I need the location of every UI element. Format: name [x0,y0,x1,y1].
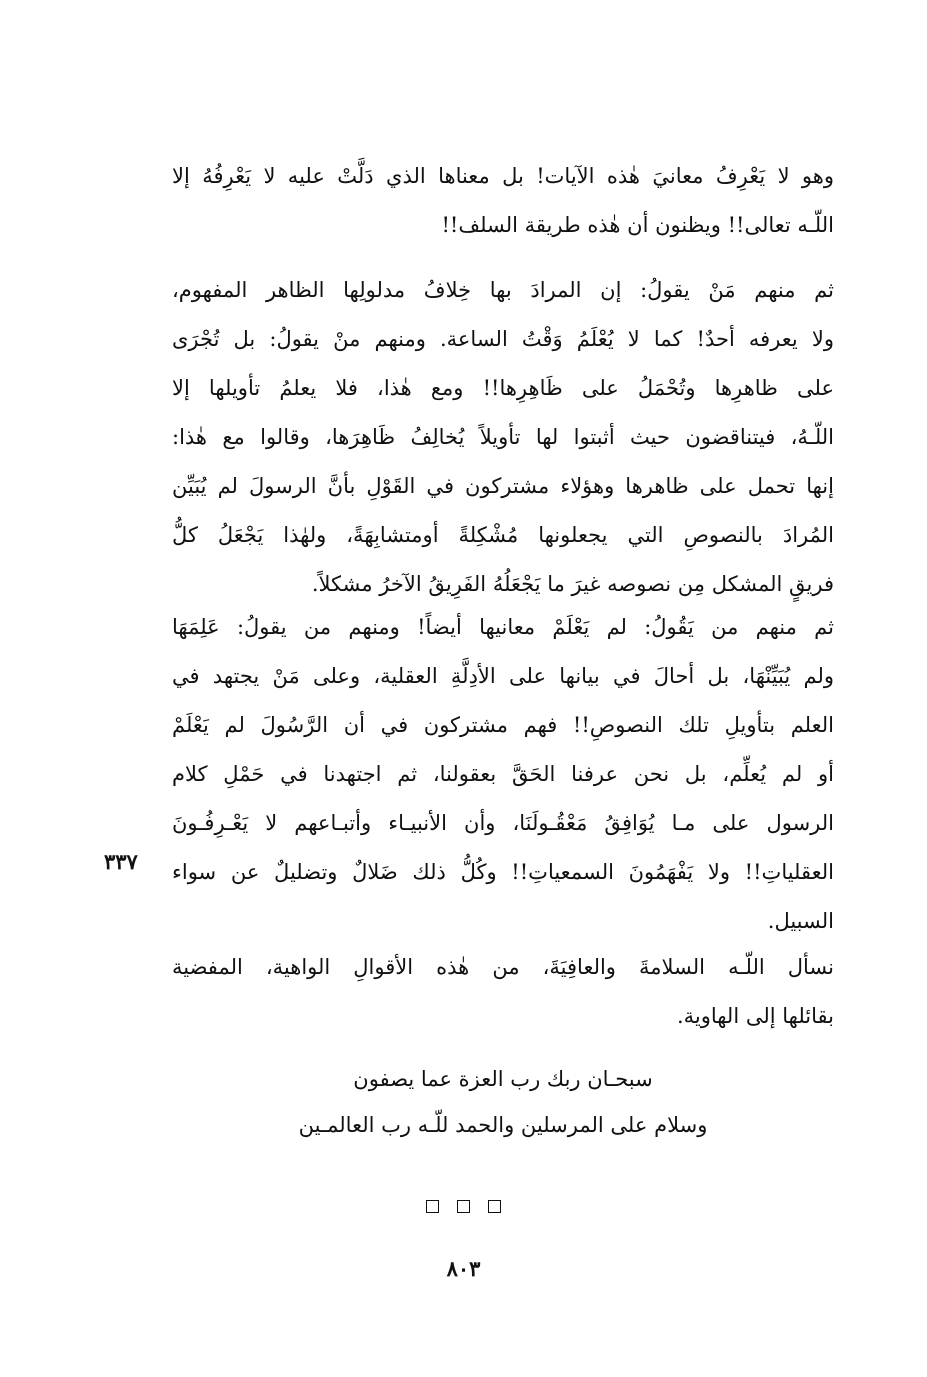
separator-square-icon [457,1200,470,1213]
text-line: العقلياتِ!! ولا يَفْهَمُونَ السمعياتِ!! وكُلُّ ذلك ضَلالٌ وتضليلٌ عن سواء [172,860,834,884]
text-line: فريقٍ المشكل مِن نصوصه غيرَ ما يَجْعَلُهُ الفَرِيقُ الآخرُ مشكلاً. [311,572,834,596]
text-line: ثم منهم مَنْ يقولُ: إن المرادَ بها خِلافُ مدلولِها الظاهر المفهوم، [172,278,834,302]
text-line: نسأل اللّـه السلامةَ والعافِيَةَ، من هٰذه الأقوالِ الواهية، المفضية [172,955,834,979]
text-line: المُرادَ بالنصوصِ التي يجعلونها مُشْكِلةً أومتشابِهَةً، ولهٰذا يَجْعَلُ كلُّ [172,523,834,547]
text-line: ثم منهم من يَقُولُ: لم يَعْلَمْ معانيها أيضاً! ومنهم من يقولُ: عَلِمَهَا [172,615,834,639]
closing-verse-line-2: وسلام على المرسلين والحمد للّـه رب العالمـين [298,1113,708,1137]
section-separator [0,1200,927,1213]
text-line: بقائلها إلى الهاوية. [676,1004,834,1028]
paragraph-2 [172,266,834,609]
text-line: اللّـهُ، فيتناقضون حيث أثبتوا لها تأويلاً يُخالِفُ ظَاهِرَها، وقالوا مع هٰذا: [172,425,834,449]
text-line: إنها تحمل على ظاهرها وهؤلاء مشتركون في القَوْلِ بأنَّ الرسولَ لم يُبَيِّن [172,474,834,498]
separator-square-icon [488,1200,501,1213]
paragraph-4 [172,943,834,1041]
closing-verse-line-1: سبحـان ربك رب العزة عما يصفون [353,1067,653,1091]
text-line: على ظاهرِها وتُحْمَلُ على ظَاهِرِها!! ومع هٰذا، فلا يعلمُ تأويلها إلا [172,376,834,400]
page-number: ٨٠٣ [446,1256,481,1281]
text-line: ولم يُبَيِّنْهَا، بل أحالَ في بيانها على الأدِلَّةِ العقلية، وعلى مَنْ يجتهد في [172,664,834,688]
paragraph-1 [172,152,834,250]
text-line: اللّـه تعالى!! ويظنون أن هٰذه طريقة السلف!! [441,213,834,237]
text-line: الرسول على مـا يُوَافِقُ مَعْقُـولَنَا، وأن الأنبيـاء وأتبـاعهم لا يَعْـرِفُـونَ [172,811,834,835]
text-line: وهو لا يَعْرِفُ معانيَ هٰذه الآيات! بل معناها الذي دَلَّتْ عليه لا يَعْرِفُهُ إلا [172,164,834,188]
text-line: أو لم يُعلِّم، بل نحن عرفنا الحَقَّ بعقولنا، ثم اجتهدنا في حَمْلِ كلام [172,762,834,786]
text-line: العلم بتأويلِ تلك النصوصِ!! فهم مشتركون في أن الرَّسُولَ لم يَعْلَمْ [172,713,834,737]
separator-square-icon [426,1200,439,1213]
margin-reference-number: ٣٣٧ [104,849,138,874]
text-line: ولا يعرفه أحدٌ! كما لا يُعْلَمُ وَقْتُ الساعة. ومنهم منْ يقولُ: بل تُجْرَى [172,327,834,351]
paragraph-3 [172,603,834,946]
text-line: السبيل. [767,909,834,933]
